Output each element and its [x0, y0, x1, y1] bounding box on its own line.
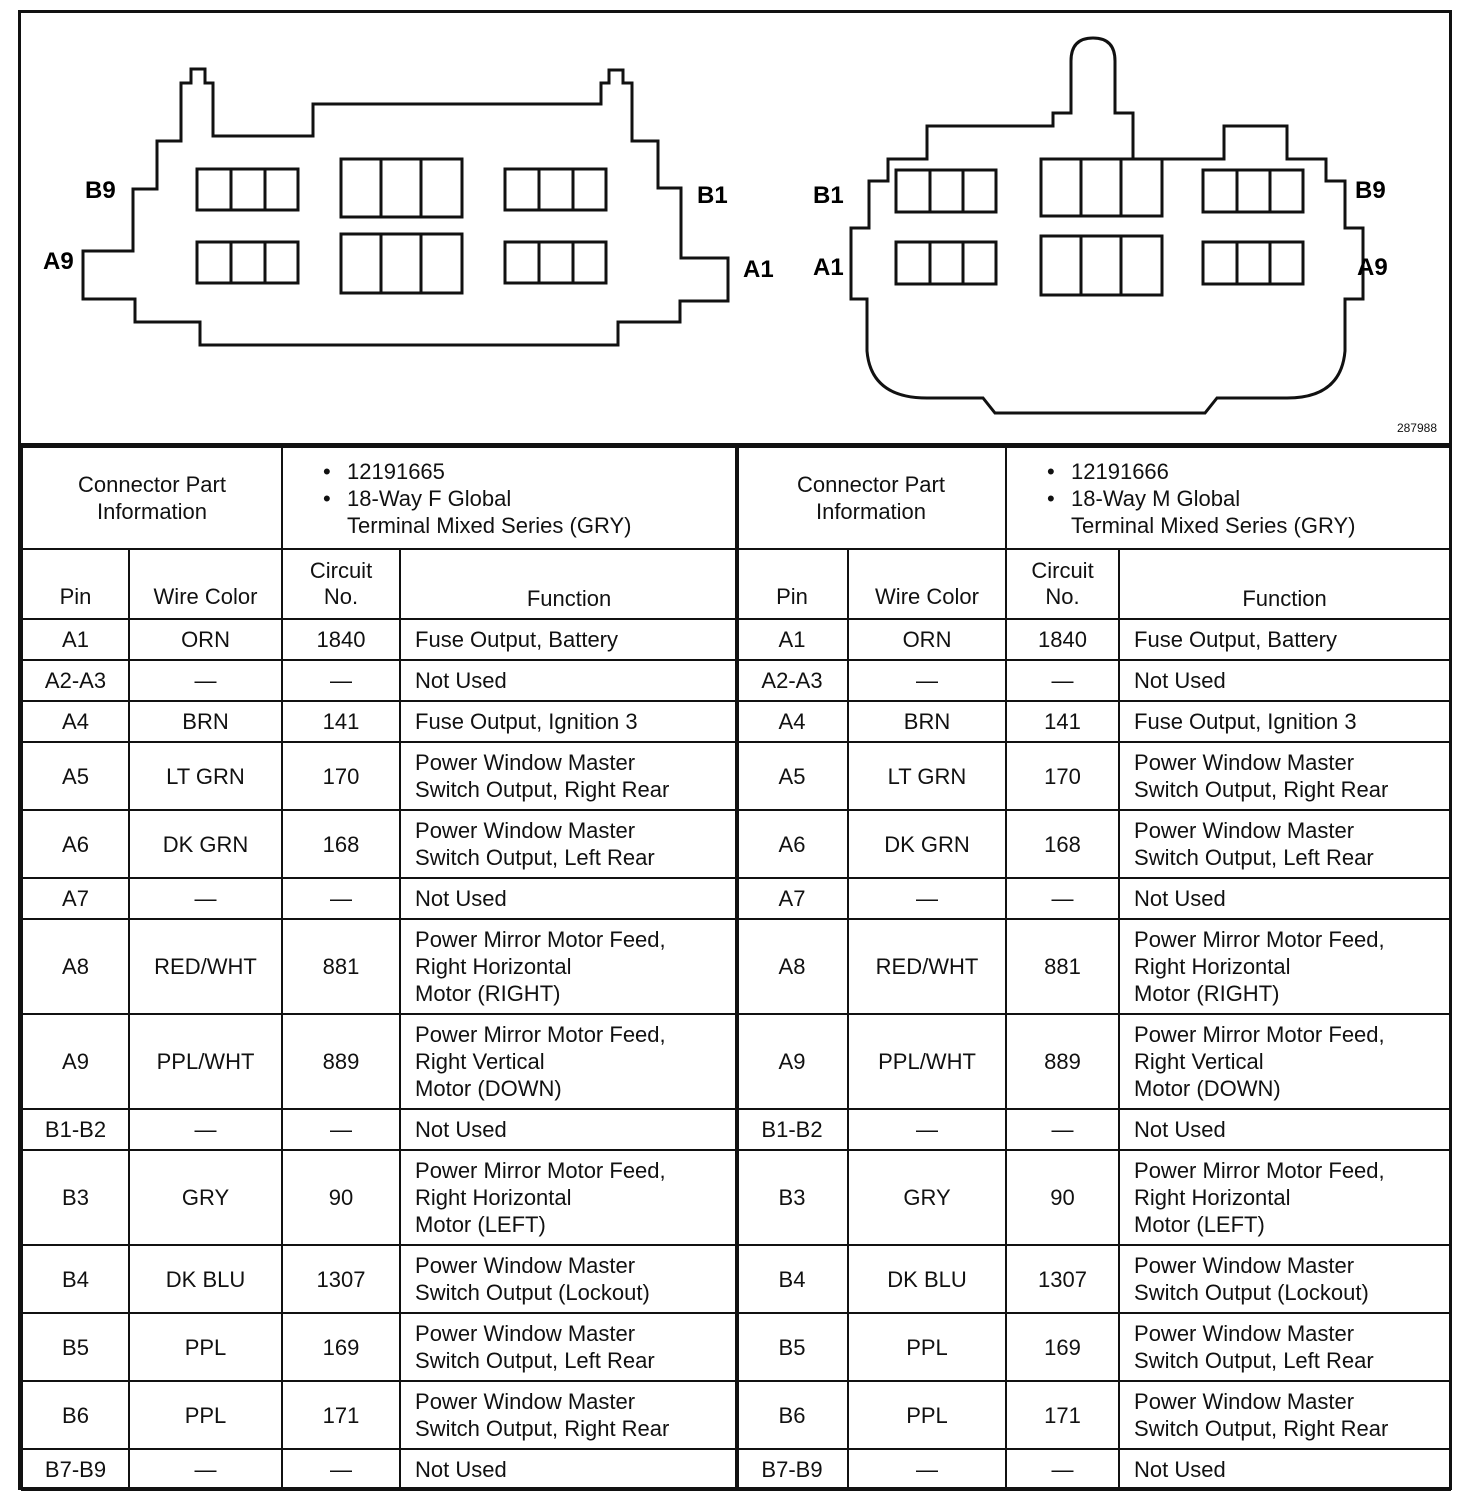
male-label-lower-right: A9 — [1357, 254, 1388, 281]
part-info-row — [22, 447, 738, 549]
female-label-upper-right: B1 — [697, 182, 728, 209]
cell-wire: — — [129, 1109, 282, 1150]
column-header-row — [22, 549, 738, 619]
cell-wire: BRN — [129, 701, 282, 742]
cell-circuit: — — [282, 1449, 400, 1490]
cell-function: Not Used — [400, 878, 738, 919]
cell-circuit: — — [1006, 1449, 1119, 1490]
table-row — [22, 878, 738, 919]
cell-pin: B1-B2 — [736, 1109, 848, 1150]
header-circuit: Circuit No. — [1006, 549, 1119, 619]
connector-drawings — [21, 13, 1449, 443]
cell-wire: DK BLU — [129, 1245, 282, 1313]
cell-pin: A5 — [22, 742, 129, 810]
table-row — [736, 701, 1450, 742]
cell-pin: B7-B9 — [736, 1449, 848, 1490]
cell-pin: A9 — [22, 1014, 129, 1109]
cell-function: Not Used — [400, 1109, 738, 1150]
female-cavities — [197, 159, 606, 293]
table-row — [22, 742, 738, 810]
cell-pin: A1 — [22, 619, 129, 660]
female-connector-outline — [83, 69, 728, 345]
cell-function: Fuse Output, Battery — [400, 619, 738, 660]
cell-pin: B7-B9 — [22, 1449, 129, 1490]
cell-circuit: — — [282, 878, 400, 919]
cell-function: Power Mirror Motor Feed, Right Horizontal Motor (RIGHT) — [400, 919, 738, 1014]
cell-pin: B3 — [736, 1150, 848, 1245]
cell-circuit: 168 — [1006, 810, 1119, 878]
cell-function: Power Mirror Motor Feed, Right Vertical Motor (DOWN) — [400, 1014, 738, 1109]
cell-wire: PPL — [129, 1381, 282, 1449]
cell-circuit: 1840 — [282, 619, 400, 660]
header-pin: Pin — [736, 549, 848, 619]
cell-pin: B6 — [736, 1381, 848, 1449]
connector-description: • 18-Way F Global — [323, 485, 727, 512]
table-row — [22, 701, 738, 742]
cell-wire: BRN — [848, 701, 1006, 742]
cell-function: Power Window Master Switch Output, Right Rear — [400, 1381, 738, 1449]
header-wire-color: Wire Color — [129, 549, 282, 619]
cell-pin: A4 — [736, 701, 848, 742]
figure-id: 287988 — [1396, 421, 1437, 435]
male-connector-outline — [851, 38, 1363, 413]
cell-circuit: 169 — [282, 1313, 400, 1381]
header-function: Function — [400, 549, 738, 619]
cell-wire: RED/WHT — [848, 919, 1006, 1014]
cell-wire: GRY — [129, 1150, 282, 1245]
cell-function: Power Window Master Switch Output (Lockout) — [1119, 1245, 1450, 1313]
cell-function: Not Used — [400, 660, 738, 701]
table-row — [736, 742, 1450, 810]
connector-series: Terminal Mixed Series (GRY) — [1071, 512, 1356, 538]
cell-pin: B4 — [736, 1245, 848, 1313]
table-row — [736, 919, 1450, 1014]
cell-pin: A7 — [736, 878, 848, 919]
cell-pin: A9 — [736, 1014, 848, 1109]
part-info-details — [282, 447, 738, 549]
cell-function: Power Window Master Switch Output, Right Rear — [400, 742, 738, 810]
cell-circuit: 1307 — [282, 1245, 400, 1313]
cell-function: Fuse Output, Battery — [1119, 619, 1450, 660]
cell-wire: PPL/WHT — [848, 1014, 1006, 1109]
cell-function: Not Used — [1119, 660, 1450, 701]
cell-circuit: 1307 — [1006, 1245, 1119, 1313]
cell-function: Not Used — [1119, 878, 1450, 919]
cell-circuit: — — [1006, 1109, 1119, 1150]
cell-function: Not Used — [400, 1449, 738, 1490]
cell-wire: ORN — [129, 619, 282, 660]
cell-function: Fuse Output, Ignition 3 — [1119, 701, 1450, 742]
part-info-details — [1006, 447, 1450, 549]
part-info-label: Connector Part Information — [736, 447, 1006, 549]
connector-diagram-area — [21, 13, 1449, 443]
table-row — [22, 1449, 738, 1490]
table-row — [736, 1381, 1450, 1449]
male-connector-table — [735, 446, 1451, 1491]
cell-circuit: 141 — [1006, 701, 1119, 742]
female-label-lower-right: A1 — [743, 256, 774, 283]
cell-wire: — — [129, 660, 282, 701]
cell-pin: A2-A3 — [22, 660, 129, 701]
cell-wire: PPL — [848, 1381, 1006, 1449]
table-row — [736, 1150, 1450, 1245]
cell-wire: — — [848, 1449, 1006, 1490]
table-row — [22, 619, 738, 660]
cell-wire: — — [129, 1449, 282, 1490]
table-row — [22, 1245, 738, 1313]
cell-wire: ORN — [848, 619, 1006, 660]
cell-circuit: — — [1006, 660, 1119, 701]
cell-wire: DK GRN — [129, 810, 282, 878]
cell-wire: — — [848, 878, 1006, 919]
part-info-label: Connector Part Information — [22, 447, 282, 549]
table-row — [736, 619, 1450, 660]
female-label-upper-left: B9 — [85, 177, 116, 204]
cell-circuit: 170 — [1006, 742, 1119, 810]
cell-wire: PPL/WHT — [129, 1014, 282, 1109]
cell-function: Power Window Master Switch Output, Left Rear — [1119, 810, 1450, 878]
part-info-row — [736, 447, 1450, 549]
cell-circuit: — — [282, 660, 400, 701]
cell-wire: LT GRN — [848, 742, 1006, 810]
cell-pin: A2-A3 — [736, 660, 848, 701]
cell-function: Power Mirror Motor Feed, Right Horizontal Motor (LEFT) — [1119, 1150, 1450, 1245]
table-row — [22, 810, 738, 878]
connector-series: Terminal Mixed Series (GRY) — [347, 512, 632, 538]
cell-pin: A8 — [736, 919, 848, 1014]
male-label-upper-left: B1 — [813, 182, 844, 209]
cell-circuit: 881 — [1006, 919, 1119, 1014]
cell-pin: A5 — [736, 742, 848, 810]
cell-function: Power Window Master Switch Output, Left Rear — [1119, 1313, 1450, 1381]
table-row — [736, 1245, 1450, 1313]
cell-circuit: — — [282, 1109, 400, 1150]
cell-pin: A8 — [22, 919, 129, 1014]
cell-function: Power Window Master Switch Output, Left Rear — [400, 810, 738, 878]
table-row — [22, 1381, 738, 1449]
female-label-lower-left: A9 — [43, 248, 74, 275]
cell-circuit: 889 — [282, 1014, 400, 1109]
cell-wire: LT GRN — [129, 742, 282, 810]
table-row — [22, 660, 738, 701]
cell-circuit: 168 — [282, 810, 400, 878]
cell-wire: DK GRN — [848, 810, 1006, 878]
cell-wire: PPL — [129, 1313, 282, 1381]
cell-function: Power Window Master Switch Output, Left Rear — [400, 1313, 738, 1381]
cell-wire: DK BLU — [848, 1245, 1006, 1313]
header-function: Function — [1119, 549, 1450, 619]
cell-pin: A1 — [736, 619, 848, 660]
part-number: • 12191666 — [1047, 458, 1439, 485]
cell-function: Fuse Output, Ignition 3 — [400, 701, 738, 742]
cell-function: Power Mirror Motor Feed, Right Vertical Motor (DOWN) — [1119, 1014, 1450, 1109]
cell-circuit: 141 — [282, 701, 400, 742]
cell-wire: RED/WHT — [129, 919, 282, 1014]
cell-circuit: 881 — [282, 919, 400, 1014]
connector-description: • 18-Way M Global — [1047, 485, 1439, 512]
cell-circuit: 90 — [282, 1150, 400, 1245]
header-circuit: Circuit No. — [282, 549, 400, 619]
cell-pin: A7 — [22, 878, 129, 919]
table-row — [736, 1313, 1450, 1381]
table-row — [736, 878, 1450, 919]
cell-circuit: — — [1006, 878, 1119, 919]
male-label-lower-left: A1 — [813, 254, 844, 281]
cell-circuit: 171 — [282, 1381, 400, 1449]
table-row — [22, 1109, 738, 1150]
cell-pin: A4 — [22, 701, 129, 742]
cell-circuit: 889 — [1006, 1014, 1119, 1109]
cell-circuit: 90 — [1006, 1150, 1119, 1245]
cell-function: Power Mirror Motor Feed, Right Horizontal Motor (RIGHT) — [1119, 919, 1450, 1014]
male-label-upper-right: B9 — [1355, 177, 1386, 204]
cell-pin: B3 — [22, 1150, 129, 1245]
cell-wire: — — [129, 878, 282, 919]
cell-wire: PPL — [848, 1313, 1006, 1381]
table-row — [736, 1014, 1450, 1109]
table-row — [736, 1449, 1450, 1490]
cell-circuit: 171 — [1006, 1381, 1119, 1449]
header-pin: Pin — [22, 549, 129, 619]
cell-function: Power Mirror Motor Feed, Right Horizontal Motor (LEFT) — [400, 1150, 738, 1245]
table-row — [22, 1014, 738, 1109]
female-connector-table — [21, 446, 739, 1491]
cell-wire: GRY — [848, 1150, 1006, 1245]
cell-function: Power Window Master Switch Output, Right Rear — [1119, 1381, 1450, 1449]
table-row — [22, 1313, 738, 1381]
table-row — [22, 1150, 738, 1245]
cell-function: Power Window Master Switch Output, Right Rear — [1119, 742, 1450, 810]
cell-function: Not Used — [1119, 1449, 1450, 1490]
cell-function: Not Used — [1119, 1109, 1450, 1150]
male-cavities — [896, 159, 1303, 295]
table-row — [736, 1109, 1450, 1150]
cell-wire: — — [848, 660, 1006, 701]
cell-pin: B5 — [736, 1313, 848, 1381]
cell-function: Power Window Master Switch Output (Lockout) — [400, 1245, 738, 1313]
cell-pin: B6 — [22, 1381, 129, 1449]
connector-pinout-sheet — [18, 10, 1452, 1490]
column-header-row — [736, 549, 1450, 619]
cell-pin: B5 — [22, 1313, 129, 1381]
part-number: • 12191665 — [323, 458, 727, 485]
cell-circuit: 170 — [282, 742, 400, 810]
cell-circuit: 1840 — [1006, 619, 1119, 660]
header-wire-color: Wire Color — [848, 549, 1006, 619]
cell-pin: A6 — [736, 810, 848, 878]
cell-pin: B1-B2 — [22, 1109, 129, 1150]
table-row — [736, 660, 1450, 701]
table-row — [22, 919, 738, 1014]
cell-pin: A6 — [22, 810, 129, 878]
cell-circuit: 169 — [1006, 1313, 1119, 1381]
cell-pin: B4 — [22, 1245, 129, 1313]
table-row — [736, 810, 1450, 878]
cell-wire: — — [848, 1109, 1006, 1150]
